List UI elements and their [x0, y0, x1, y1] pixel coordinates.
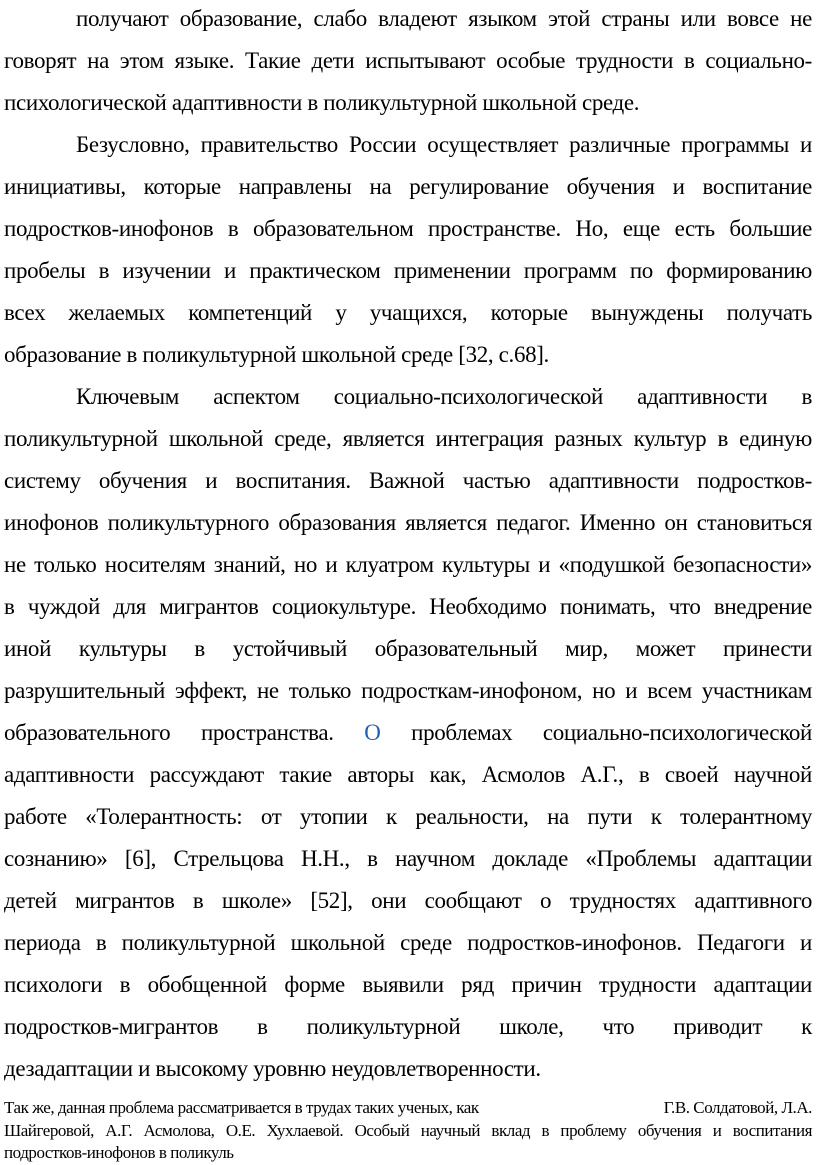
text-line: подростков-инофонов в образовательном пространстве. Но, еще есть большие	[4, 216, 812, 241]
text-line: Ключевым аспектом социально-психологической адаптивности в	[76, 384, 812, 409]
text-line: периода в поликультурной школьной среде подростков-инофонов. Педагоги и	[4, 930, 812, 955]
footnote-line	[4, 1096, 812, 1120]
text-line: пробелы в изучении и практическом применении программ по формированию	[4, 258, 812, 283]
footnote-text: Так же, данная проблема рассматривается в трудах таких ученых, как	[4, 1098, 479, 1117]
text-line: получают образование, слабо владеют языком этой страны или вовсе не	[76, 6, 812, 31]
text-line: говорят на этом языке. Такие дети испытывают особые трудности в социально-	[4, 48, 812, 73]
text-line: инофонов поликультурного образования является педагог. Именно он становиться	[4, 510, 812, 535]
text-line	[4, 716, 812, 750]
text-line: не только носителям знаний, но и клуатром культуры и «подушкой безопасности»	[4, 552, 812, 577]
text-line: работе «Толерантность: от утопии к реальности, на пути к толерантному	[4, 804, 812, 829]
accent-letter: О	[364, 720, 381, 745]
text-line: детей мигрантов в школе» [52], они сообщают о трудностях адаптивного	[4, 888, 812, 913]
text-fragment: образовательного пространства.	[4, 720, 334, 745]
text-line: адаптивности рассуждают такие авторы как, Асмолов А.Г., в своей научной	[4, 762, 812, 787]
footnote-line: подростков-инофонов в поликуль	[4, 1143, 234, 1162]
text-line: поликультурной школьной среде, является интеграция разных культур в единую	[4, 426, 812, 451]
text-line: дезадаптации и высокому уровню неудовлетворенности.	[4, 1056, 541, 1081]
text-line: Безусловно, правительство России осуществляет различные программы и	[76, 132, 812, 157]
text-line: в чуждой для мигрантов социокультуре. Необходимо понимать, что внедрение	[4, 594, 812, 619]
text-line: психологической адаптивности в поликультурной школьной среде.	[4, 90, 640, 115]
text-line: инициативы, которые направлены на регулирование обучения и воспитание	[4, 174, 812, 199]
text-fragment: проблемах социально-психологической	[411, 720, 812, 745]
footnote-line: Шайгеровой, А.Г. Асмолова, О.Е. Хухлаевой. Особый научный вклад в проблему обучения и воспитания	[4, 1121, 812, 1140]
text-line: психологи в обобщенной форме выявили ряд причин трудности адаптации	[4, 972, 812, 997]
text-line: всех желаемых компетенций у учащихся, которые вынуждены получать	[4, 300, 812, 325]
text-line: сознанию» [6], Стрельцова Н.Н., в научном докладе «Проблемы адаптации	[4, 846, 812, 871]
text-line: подростков-мигрантов в поликультурной школе, что приводит к	[4, 1014, 812, 1039]
text-line: разрушительный эффект, не только подросткам-инофоном, но и всем участникам	[4, 678, 812, 703]
footnote-text: Г.В. Солдатовой, Л.А.	[663, 1098, 812, 1117]
text-line: систему обучения и воспитания. Важной частью адаптивности подростков-	[4, 468, 812, 493]
text-line: иной культуры в устойчивый образовательный мир, может принести	[4, 636, 812, 661]
text-line: образование в поликультурной школьной среде [32, с.68].	[4, 342, 549, 367]
